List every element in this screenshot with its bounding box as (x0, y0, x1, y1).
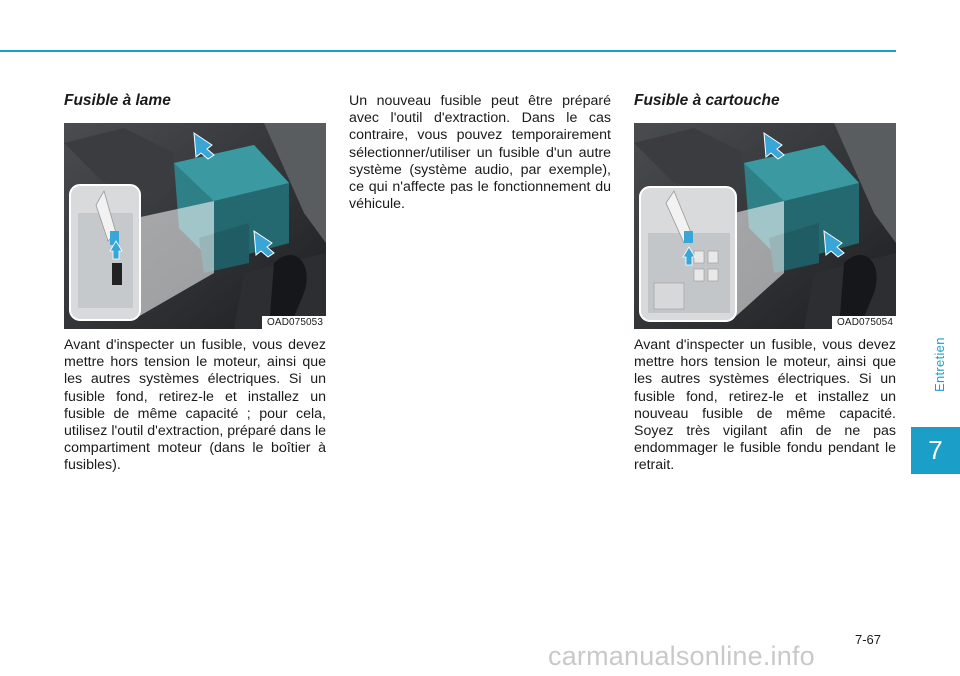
figure-cartridge-fuse (634, 123, 896, 329)
spare-fuse-paragraph: Un nouveau fusible peut être préparé avec l'outil d'extraction. Dans le cas contraire, vous pouvez temporairement sélectionner/utiliser un fusible d'un autre système (système audio, par exemple), ce qui n'affecte pas le fonctionnement du véhicule. (349, 93, 611, 213)
watermark: carmanualsonline.info (548, 641, 815, 671)
header-rule (0, 50, 896, 52)
heading-blade-fuse: Fusible à lame (64, 92, 171, 109)
section-number-tab: 7 (911, 427, 960, 474)
engine-bay-cartridge-fuse-illustration (634, 123, 896, 329)
figure-blade-fuse (64, 123, 326, 329)
figure-code: OAD075053 (262, 316, 326, 329)
section-label: Entretien (932, 337, 947, 392)
figure-code: OAD075054 (832, 316, 896, 329)
heading-cartridge-fuse: Fusible à cartouche (634, 92, 780, 109)
cartridge-fuse-paragraph: Avant d'inspecter un fusible, vous devez mettre hors tension le moteur, ainsi que les autres systèmes électriques. Si un fusible fond, retirez-le et installez un nouveau fusible de même capacité. Soyez très vigilant afin de ne pas endommager le fusible fondu pendant le retrait. (634, 337, 896, 474)
page-number: 7-67 (855, 632, 882, 647)
engine-bay-blade-fuse-illustration (64, 123, 326, 329)
blade-fuse-paragraph: Avant d'inspecter un fusible, vous devez mettre hors tension le moteur, ainsi que les autres systèmes électriques. Si un fusible fond, retirez-le et installez un fusible de même capacité ; pour cela, utilisez l'outil d'extraction, préparé dans le compartiment moteur (dans le boîtier à fusibles). (64, 337, 326, 474)
